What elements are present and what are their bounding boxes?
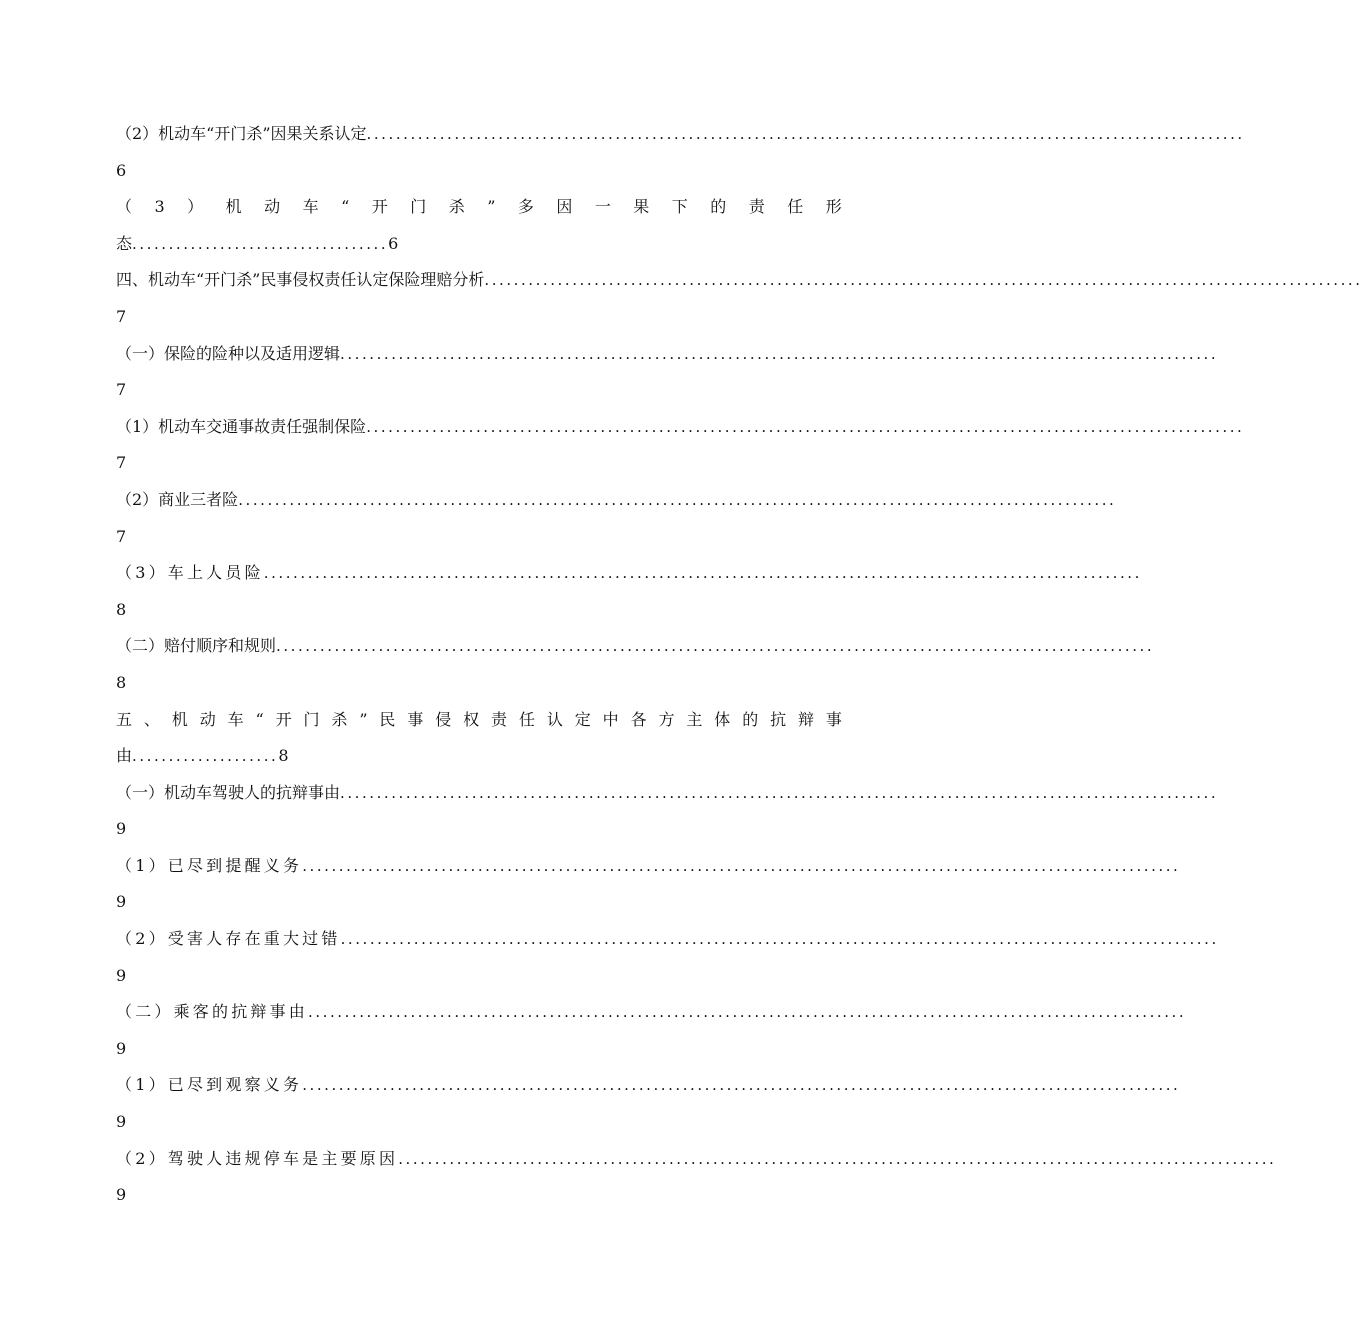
- toc-entry-title: （3）车上人员险: [116, 563, 264, 583]
- toc-entry-page-number: 8: [116, 672, 127, 692]
- dot-leader: ........................................................................................................................: [484, 271, 1363, 290]
- toc-entry[interactable]: [116, 628, 1155, 701]
- toc-entry-page-number: 9: [116, 965, 127, 985]
- dot-leader: ........................................................................................................................: [398, 1149, 1277, 1168]
- toc-entry-title: （2）商业三者险: [116, 489, 239, 509]
- toc-entry-page-number: 9: [116, 892, 127, 912]
- toc-entry-title: （2）机动车“开门杀”因果关系认定: [116, 124, 367, 143]
- toc-entry-title: （2）受害人存在重大过错: [116, 929, 341, 949]
- dot-leader: ........................................................................................................................: [302, 1076, 1181, 1095]
- toc-entry-title: （1）已尽到观察义务: [116, 1075, 303, 1095]
- toc-entry-title: （1）机动车交通事故责任强制保险: [116, 416, 367, 436]
- dot-leader: ........................................................................................................................: [238, 490, 1117, 509]
- toc-entry-title: （2）驾驶人违规停车是主要原因: [116, 1148, 399, 1168]
- toc-entry-page-number: 9: [116, 1185, 127, 1205]
- dot-leader: ........................................................................................................................: [263, 564, 1142, 583]
- toc-entry-page-number: 6: [116, 160, 127, 180]
- dot-leader: ....................: [132, 747, 279, 766]
- toc-entry-title: （二）赔付顺序和规则: [116, 636, 277, 656]
- toc-entry-page-number: 7: [116, 306, 127, 326]
- dot-leader: ........................................................................................................................: [308, 1003, 1187, 1022]
- toc-entry[interactable]: [116, 848, 1181, 921]
- toc-entry-title: （一）保险的险种以及适用逻辑: [116, 343, 341, 363]
- toc-entry[interactable]: [116, 189, 842, 262]
- toc-entry[interactable]: [116, 262, 1363, 335]
- toc-entry-page-number: 8: [116, 599, 127, 619]
- toc-entry[interactable]: [116, 702, 842, 775]
- toc-entry-title: 四、机动车“开门杀”民事侵权责任认定保险理赔分析: [116, 270, 485, 290]
- dot-leader: ........................................................................................................................: [340, 783, 1219, 802]
- toc-entry[interactable]: [116, 482, 1117, 555]
- dot-leader: ........................................................................................................................: [302, 856, 1181, 875]
- toc-entry-page-number: 7: [116, 453, 127, 473]
- toc-entry-page-number: 8: [278, 746, 289, 766]
- toc-entry-title: （1）已尽到提醒义务: [116, 855, 303, 875]
- toc-entry-title-continued: 态: [116, 233, 133, 253]
- toc-entry[interactable]: [116, 555, 1142, 628]
- toc-entry-title-continued: 由: [116, 746, 133, 766]
- toc-entry[interactable]: [116, 409, 1245, 482]
- dot-leader: ........................................................................................................................: [276, 637, 1155, 656]
- toc-entry-page-number: 9: [116, 1112, 127, 1132]
- toc-entry[interactable]: [116, 921, 1219, 994]
- table-of-contents: [116, 116, 1363, 1214]
- toc-entry[interactable]: [116, 116, 1245, 189]
- toc-entry-page-number: 7: [116, 526, 127, 546]
- toc-entry-title-justified: （ 3 ） 机 动 车 “ 开 门 杀 ” 多 因 一 果 下 的 责 任 形: [116, 197, 842, 217]
- dot-leader: ........................................................................................................................: [366, 125, 1245, 143]
- toc-entry-title: （一）机动车驾驶人的抗辩事由: [116, 782, 341, 802]
- dot-leader: ...................................: [132, 234, 389, 253]
- toc-entry-page-number: 7: [116, 380, 127, 400]
- dot-leader: ........................................................................................................................: [340, 930, 1219, 949]
- dot-leader: ........................................................................................................................: [340, 344, 1219, 363]
- toc-entry-page-number: 9: [116, 819, 127, 839]
- toc-entry[interactable]: [116, 994, 1187, 1067]
- toc-entry-title: （二）乘客的抗辩事由: [116, 1002, 309, 1022]
- toc-entry-title-justified: 五 、 机 动 车 “ 开 门 杀 ” 民 事 侵 权 责 任 认 定 中 各 方 主 体 的 抗 辩 事: [116, 709, 842, 729]
- toc-entry[interactable]: [116, 336, 1219, 409]
- toc-entry[interactable]: [116, 1067, 1181, 1140]
- toc-entry[interactable]: [116, 775, 1219, 848]
- toc-entry-page-number: 9: [116, 1038, 127, 1058]
- toc-entry[interactable]: [116, 1141, 1277, 1214]
- dot-leader: ........................................................................................................................: [366, 417, 1245, 436]
- toc-entry-page-number: 6: [388, 233, 399, 253]
